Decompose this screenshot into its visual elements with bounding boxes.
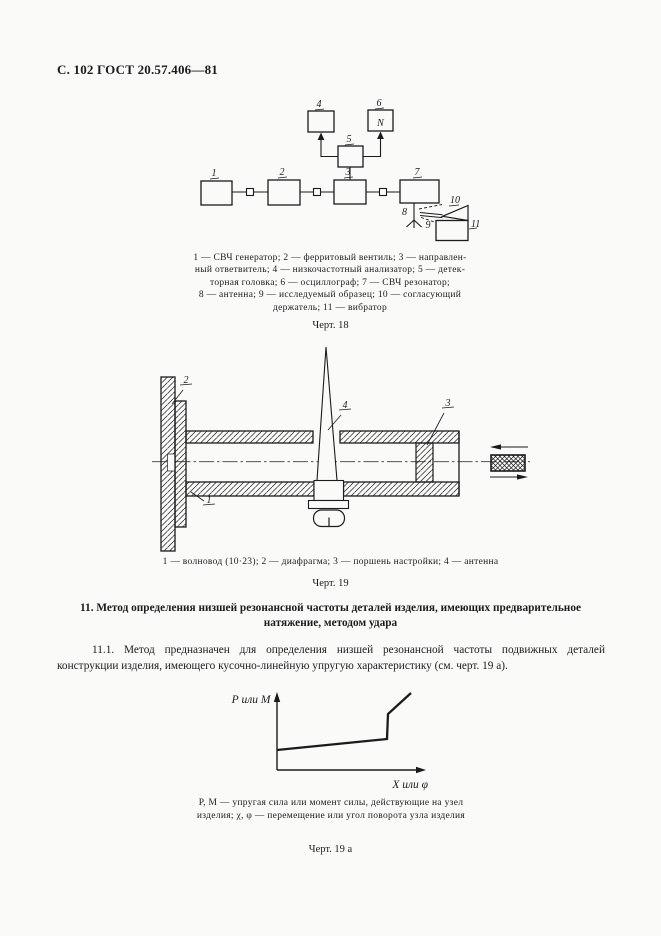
fig18-label-3: 3 [345, 167, 351, 178]
fig18-label-11: 11 [471, 219, 481, 230]
page-header: С. 102 ГОСТ 20.57.406—81 [57, 62, 218, 77]
fig18-label-6: 6 [376, 98, 382, 109]
fig18-box-generator [201, 181, 232, 205]
fig19-tuning-piston [416, 443, 433, 482]
fig18-box-ferrite-valve [268, 180, 300, 205]
fig18-label-1: 1 [211, 168, 217, 179]
fig19-caption: 1 — волновод (10·23); 2 — диафрагма; 3 — поршень настройки; 4 — антенна [162, 557, 499, 567]
fig19-label-2: 2 [183, 375, 189, 386]
caption-line: торная головка; 6 — осциллограф; 7 — СВЧ резонатор; [210, 277, 450, 288]
fig19a-xlabel: Х или φ [392, 779, 428, 791]
fig19-sample-block [491, 455, 525, 471]
fig18-label-8: 8 [402, 207, 407, 218]
fig18-box-vibrator [436, 221, 468, 241]
section-paragraph: 11.1. Метод предназначен для определения низшей резонансной частоты подвижных деталей конструкции изделия, имеющего кусочно-линейную упругую характеристику (см. черт. 19 а). [57, 644, 605, 672]
fig19a-figure-label: Черт. 19 а [308, 844, 353, 855]
fig18-antenna [407, 220, 422, 228]
fig18-label-2: 2 [279, 167, 285, 178]
fig19-label-1: 1 [206, 495, 212, 506]
fig18-label-ticks [210, 108, 477, 229]
fig18-connection-lines [232, 138, 414, 220]
fig18-oscilloscope-symbol: N [377, 118, 384, 129]
fig18-box-coupler [334, 180, 366, 204]
fig19a-ylabel: Р или М [231, 694, 271, 706]
fig18-block-diagram [185, 95, 485, 247]
fig18-matching-holder [443, 206, 469, 221]
fig18-box-detector [338, 146, 363, 167]
fig19-label-4: 4 [342, 400, 348, 411]
section-heading: 11. Метод определения низшей резонансной частоты деталей изделия, имеющих предварительное натяжение, методом удара [80, 602, 581, 629]
fig19-flange-opening [168, 454, 176, 471]
fig19-antenna-collar [314, 481, 344, 501]
caption-line: 8 — антенна; 9 — исследуемый образец; 10 — согласующий [198, 290, 462, 301]
fig19-antenna-cone [317, 347, 337, 481]
fig18-label-10: 10 [450, 195, 460, 206]
fig19-figure-label: Черт. 19 [312, 578, 349, 589]
fig18-label-9: 9 [425, 220, 431, 231]
caption-line: ный ответвитель; 4 — низкочастотный анализатор; 5 — детек- [194, 265, 466, 276]
fig19-flange-hub [175, 401, 186, 527]
fig19a-caption: Р, М — упругая сила или момент силы, действующие на узел изделия; χ, φ — перемещение или угол поворота узла изделия [196, 798, 466, 821]
fig18-holder-rod [420, 213, 443, 218]
fig19-label-3: 3 [445, 398, 451, 409]
fig19-waveguide-drawing [140, 344, 540, 556]
caption-line: держатель; 11 — вибратор [272, 302, 388, 313]
fig18-labels [212, 98, 481, 231]
fig18-label-4: 4 [316, 99, 322, 110]
fig18-label-7: 7 [414, 167, 420, 178]
fig19a-axes [274, 692, 426, 773]
fig19-antenna-base [309, 501, 349, 509]
fig19a-curve [277, 693, 411, 750]
fig18-box-analyzer [308, 111, 334, 132]
fig19a-chart [228, 688, 460, 794]
fig18-label-5: 5 [346, 134, 352, 145]
fig18-figure-label: Черт. 18 [312, 320, 349, 331]
fig18-caption [150, 252, 510, 314]
fig18-box-resonator [400, 180, 439, 203]
caption-line: 1 — СВЧ генератор; 2 — ферритовый вентиль; 3 — направлен- [193, 253, 467, 263]
